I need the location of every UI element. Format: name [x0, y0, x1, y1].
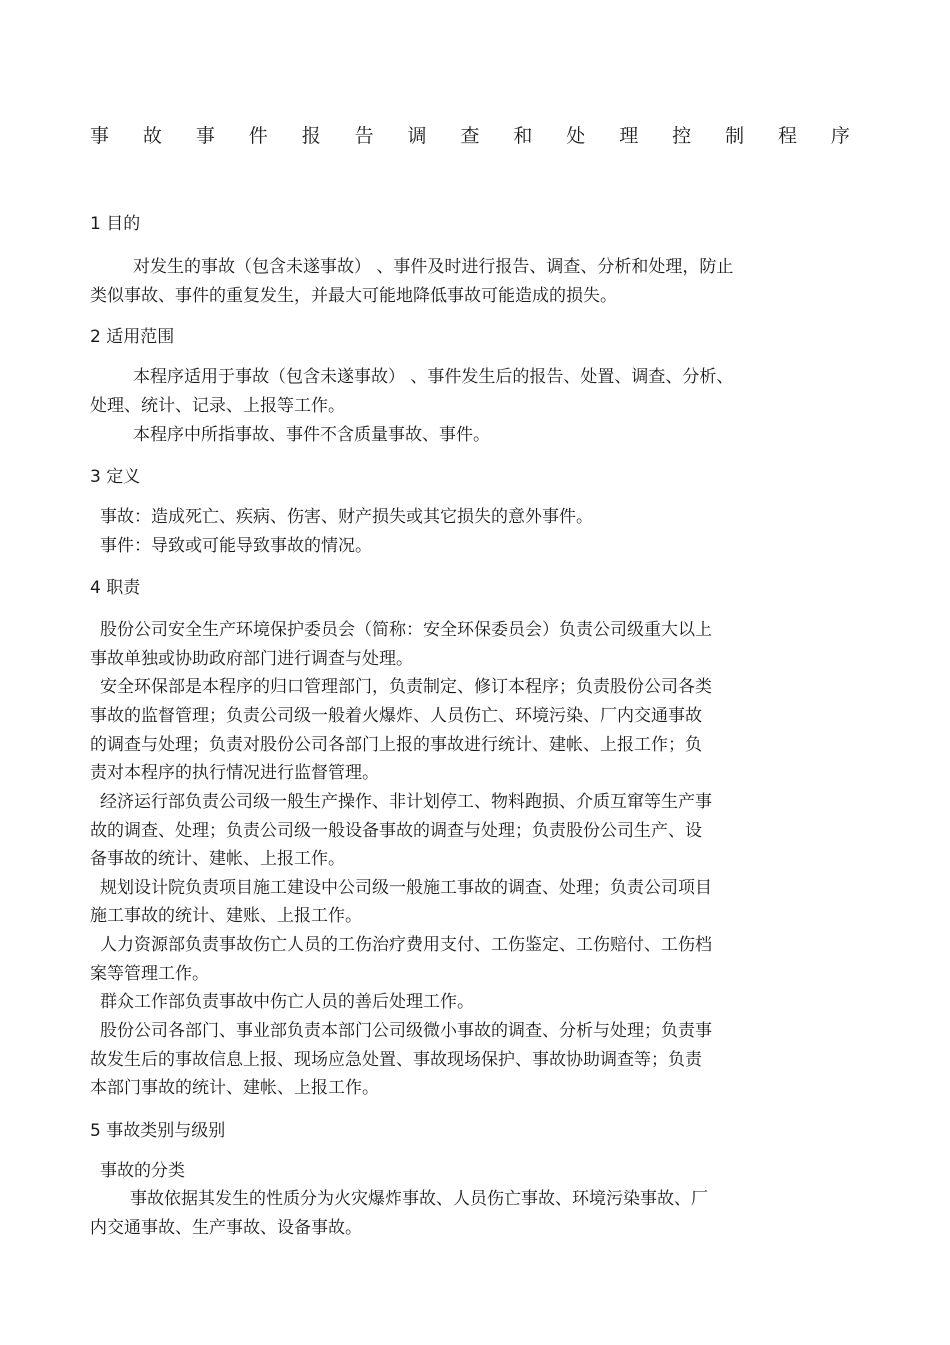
- section-heading: 4 职责: [90, 578, 141, 598]
- title-char: 调: [407, 125, 427, 147]
- paragraph-line: 股份公司各部门、事业部负责本部门公司级微小事故的调查、分析与处理；负责事: [100, 1021, 712, 1041]
- document-title: [90, 121, 850, 148]
- title-char: 报: [301, 125, 321, 147]
- paragraph-line: 故的调查、处理；负责公司级一般设备事故的调查与处理；负责股份公司生产、设: [90, 821, 702, 841]
- title-char: 理: [619, 125, 639, 147]
- paragraph-line: 规划设计院负责项目施工建设中公司级一般施工事故的调查、处理；负责公司项目: [100, 878, 712, 898]
- paragraph-line: 故发生后的事故信息上报、现场应急处置、事故现场保护、事故协助调查等；负责: [90, 1050, 702, 1070]
- title-char: 查: [460, 125, 480, 147]
- paragraph-line: 类似事故、事件的重复发生，并最大可能地降低事故可能造成的损失。: [90, 286, 617, 306]
- paragraph-line: 责对本程序的执行情况进行监督管理。: [90, 763, 379, 783]
- title-char: 和: [513, 125, 533, 147]
- title-char: 事: [90, 125, 110, 147]
- paragraph-line: 备事故的统计、建帐、上报工作。: [90, 849, 345, 869]
- paragraph-line: 本程序适用于事故（包含未遂事故） 、事件发生后的报告、处置、调查、分析、: [133, 367, 734, 387]
- paragraph-line: 案等管理工作。: [90, 964, 209, 984]
- title-char: 控: [672, 125, 692, 147]
- title-char: 告: [354, 125, 374, 147]
- title-char: 序: [830, 125, 850, 147]
- paragraph-line: 经济运行部负责公司级一般生产操作、非计划停工、物料跑损、介质互窜等生产事: [100, 792, 712, 812]
- paragraph-line: 人力资源部负责事故伤亡人员的工伤治疗费用支付、工伤鉴定、工伤赔付、工伤档: [100, 935, 712, 955]
- title-char: 故: [142, 125, 162, 147]
- section-heading: 2 适用范围: [90, 327, 175, 347]
- section-heading: 5 事故类别与级别: [90, 1121, 226, 1141]
- paragraph-line: 本部门事故的统计、建帐、上报工作。: [90, 1078, 379, 1098]
- paragraph-line: 群众工作部负责事故中伤亡人员的善后处理工作。: [100, 992, 474, 1012]
- paragraph-line: 施工事故的统计、建账、上报工作。: [90, 906, 362, 926]
- title-char: 程: [777, 125, 797, 147]
- paragraph-line: 本程序中所指事故、事件不含质量事故、事件。: [133, 425, 490, 445]
- paragraph-line: 事故的监督管理；负责公司级一般着火爆炸、人员伤亡、环境污染、厂内交通事故: [90, 706, 702, 726]
- paragraph-line: 股份公司安全生产环境保护委员会（简称：安全环保委员会）负责公司级重大以上: [100, 620, 712, 640]
- paragraph-line: 对发生的事故（包含未遂事故） 、事件及时进行报告、调查、分析和处理，防止: [133, 257, 734, 277]
- paragraph-line: 事故单独或协助政府部门进行调查与处理。: [90, 649, 413, 669]
- paragraph-line: 内交通事故、生产事故、设备事故。: [90, 1218, 362, 1238]
- section-heading: 3 定义: [90, 467, 141, 487]
- title-char: 制: [725, 125, 745, 147]
- paragraph-line: 事故：造成死亡、疾病、伤害、财产损失或其它损失的意外事件。: [100, 507, 593, 527]
- paragraph-line: 的调查与处理；负责对股份公司各部门上报的事故进行统计、建帐、上报工作；负: [90, 735, 702, 755]
- title-char: 事: [195, 125, 215, 147]
- paragraph-line: 事故的分类: [100, 1161, 185, 1181]
- title-char: 件: [248, 125, 268, 147]
- section-heading: 1 目的: [90, 214, 141, 234]
- paragraph-line: 处理、统计、记录、上报等工作。: [90, 396, 345, 416]
- paragraph-line: 事件：导致或可能导致事故的情况。: [100, 536, 372, 556]
- paragraph-line: 安全环保部是本程序的归口管理部门，负责制定、修订本程序；负责股份公司各类: [100, 677, 712, 697]
- title-char: 处: [566, 125, 586, 147]
- paragraph-line: 事故依据其发生的性质分为火灾爆炸事故、人员伤亡事故、环境污染事故、厂: [130, 1189, 708, 1209]
